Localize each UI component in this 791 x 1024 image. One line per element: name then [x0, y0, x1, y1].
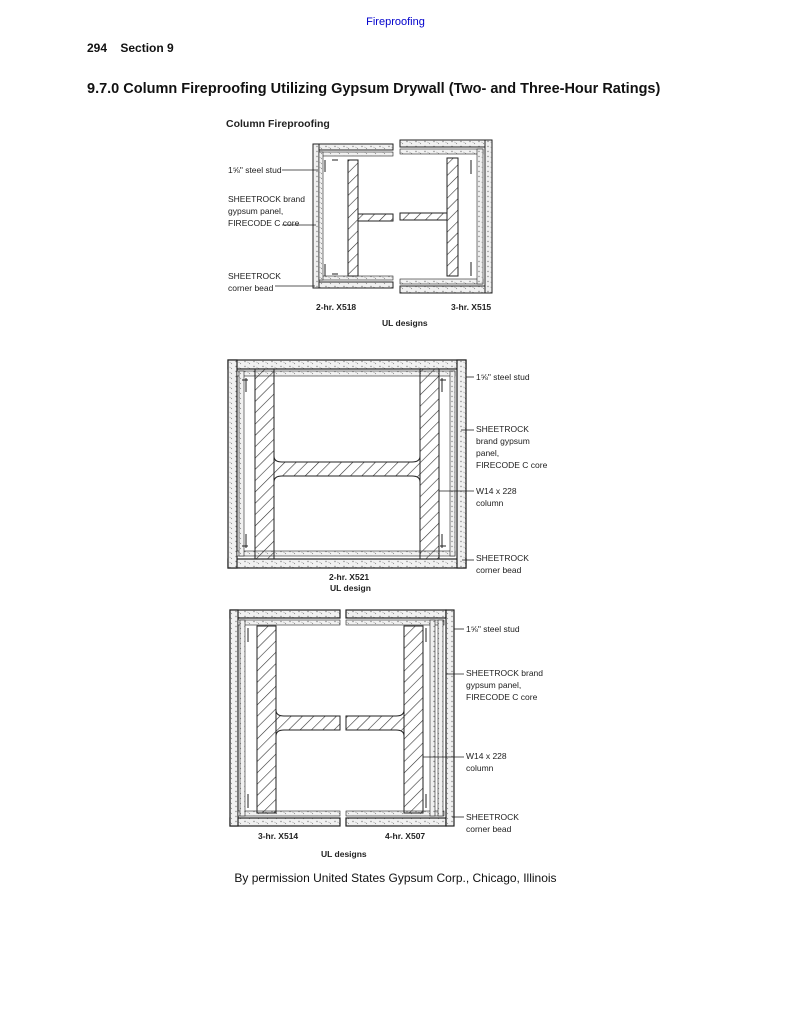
- label-panel: gypsum panel,: [466, 680, 522, 690]
- label-panel: SHEETROCK: [476, 424, 529, 434]
- label-panel: SHEETROCK brand: [466, 668, 543, 678]
- label-column: column: [466, 763, 494, 773]
- label-corner-bead: SHEETROCK: [228, 271, 281, 281]
- figure-title: Column Fireproofing: [226, 118, 330, 130]
- header-link[interactable]: Fireproofing: [366, 16, 425, 28]
- section-title: 9.7.0 Column Fireproofing Utilizing Gypsum Drywall (Two- and Three-Hour Ratings): [87, 81, 661, 97]
- design-label: 3-hr. X514: [258, 831, 299, 841]
- figure-credit: By permission United States Gypsum Corp., Chicago, Illinois: [234, 871, 557, 885]
- top-panel: [275, 140, 492, 293]
- label-steel-stud: 1⅝" steel stud: [228, 165, 282, 175]
- label-panel: FIRECODE C core: [476, 460, 548, 470]
- label-corner-bead: SHEETROCK: [476, 553, 529, 563]
- design-label: 2-hr. X518: [316, 302, 357, 312]
- top-left-enclosure: [313, 144, 393, 288]
- label-corner-bead: SHEETROCK: [466, 812, 519, 822]
- label-corner-bead: corner bead: [476, 565, 522, 575]
- section-label: Section 9: [120, 41, 174, 55]
- design-label: 2-hr. X521: [329, 572, 370, 582]
- page-number: 294: [87, 41, 108, 55]
- label-corner-bead: corner bead: [466, 824, 512, 834]
- label-corner-bead: corner bead: [228, 283, 274, 293]
- label-panel: gypsum panel,: [228, 206, 284, 216]
- label-steel-stud: 1⅝" steel stud: [466, 624, 520, 634]
- label-steel-stud: 1⅝" steel stud: [476, 372, 530, 382]
- bottom-panel: [230, 610, 464, 826]
- label-panel: FIRECODE C core: [466, 692, 538, 702]
- label-column: column: [476, 498, 504, 508]
- design-label: 3-hr. X515: [451, 302, 492, 312]
- design-label: 4-hr. X507: [385, 831, 426, 841]
- label-panel: FIRECODE C core: [228, 218, 300, 228]
- top-right-enclosure: [400, 140, 492, 293]
- figure-caption: UL designs: [382, 318, 428, 328]
- label-panel: SHEETROCK brand: [228, 194, 305, 204]
- figure-caption: UL design: [330, 583, 371, 593]
- label-panel: brand gypsum: [476, 436, 530, 446]
- label-column: W14 x 228: [476, 486, 517, 496]
- label-column: W14 x 228: [466, 751, 507, 761]
- label-panel: panel,: [476, 448, 500, 458]
- middle-panel: [228, 360, 474, 568]
- figure-caption: UL designs: [321, 849, 367, 859]
